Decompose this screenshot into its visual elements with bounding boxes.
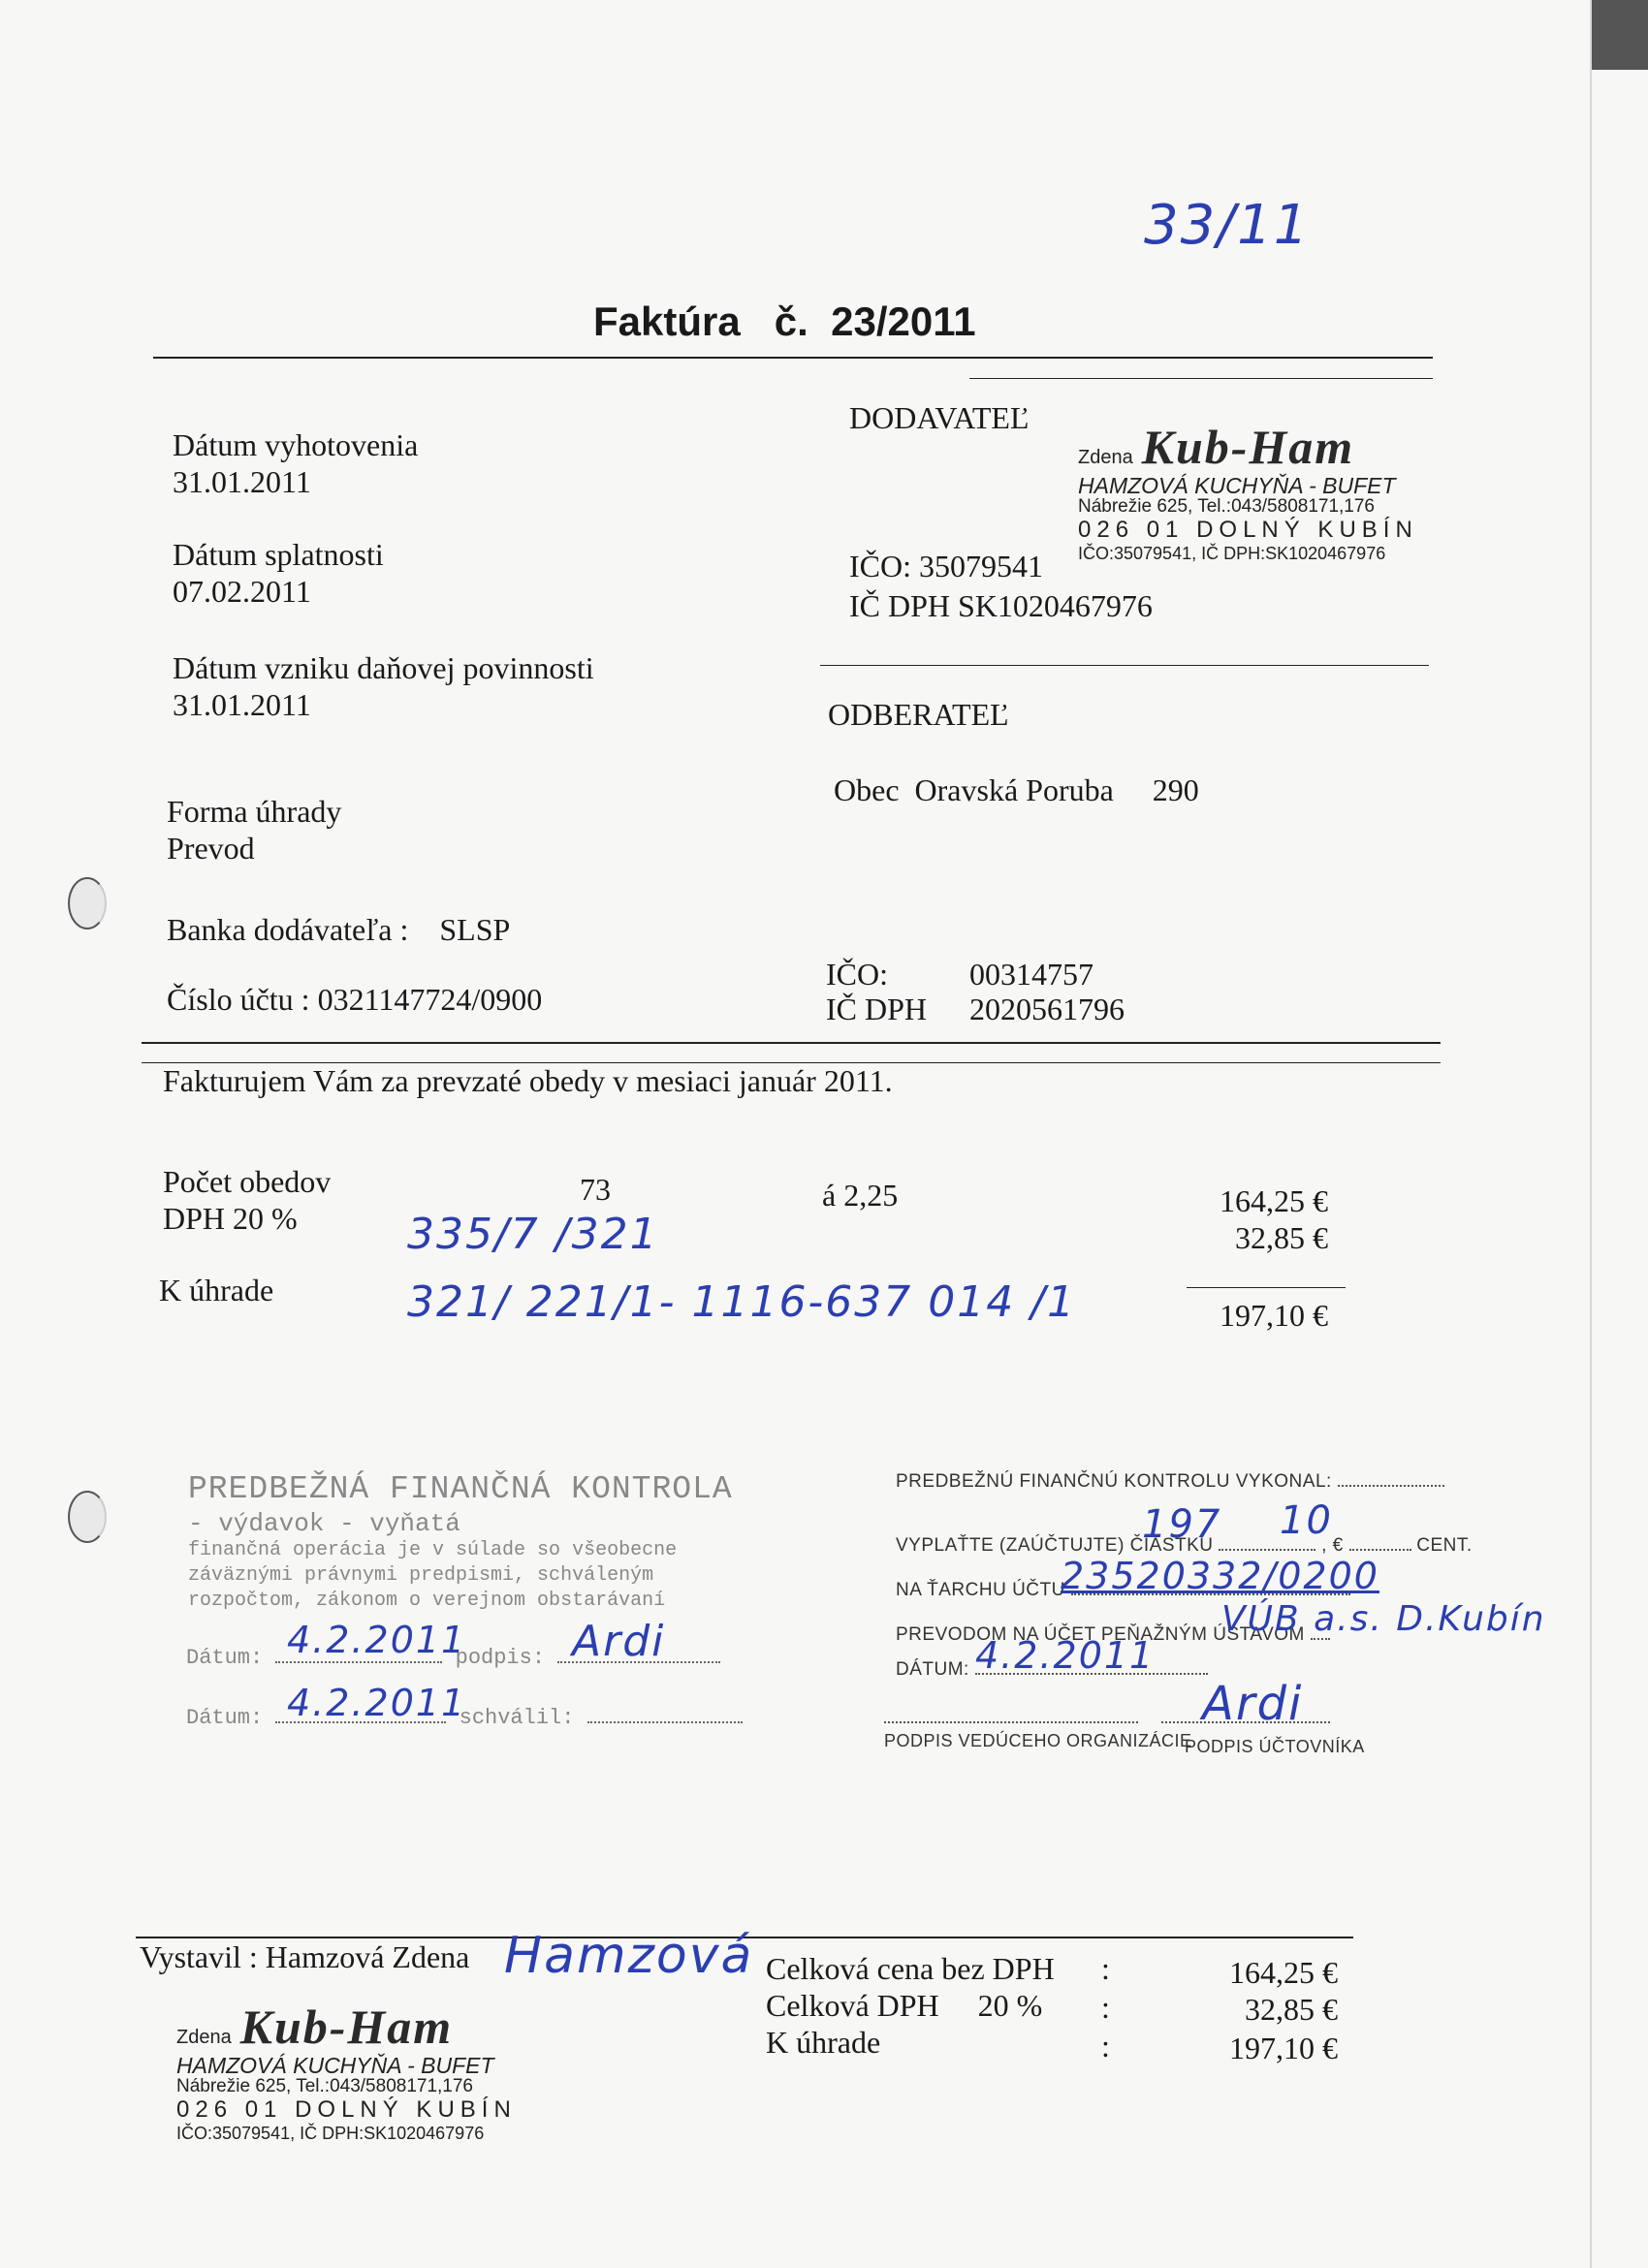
sum-vat: 32,85 € bbox=[1245, 1992, 1338, 2027]
supplier-stamp bbox=[1078, 419, 1446, 564]
control-left-text-2: záväznými právnymi predpismi, schváleným bbox=[188, 1564, 654, 1587]
due-date: 07.02.2011 bbox=[173, 574, 311, 609]
control-right-account-value: 23520332/0200 bbox=[1061, 1555, 1379, 1597]
control-right-account-label: NA ŤARCHU ÚČTU bbox=[896, 1580, 1065, 1600]
meals-label: Počet obedov bbox=[163, 1164, 332, 1199]
supplier-icdph-row bbox=[849, 587, 1153, 624]
issued-by-row bbox=[140, 1938, 469, 1975]
control-right-amount-euro: 197 bbox=[1142, 1502, 1222, 1547]
title-prefix: č. bbox=[774, 299, 808, 344]
punch-hole-bottom bbox=[68, 1491, 107, 1543]
footer-stamp-business-name: Kub-Ham bbox=[239, 2000, 454, 2054]
page-title bbox=[593, 299, 976, 345]
due-date-label: Dátum splatnosti bbox=[173, 537, 384, 572]
control-left-sign-label: podpis: bbox=[455, 1646, 546, 1670]
accountant-sign-line bbox=[1161, 1721, 1330, 1723]
page-edge-line bbox=[1590, 0, 1592, 2268]
supplier-heading: DODAVATEĽ bbox=[849, 400, 1030, 435]
sum-colon-2: : bbox=[1101, 1990, 1110, 2025]
handwritten-code-2: 321/ 221/1- 1116-637 014 /1 bbox=[407, 1277, 1077, 1327]
customer-ico-label: IČO: bbox=[826, 957, 888, 992]
bank-name: SLSP bbox=[439, 912, 511, 947]
footer-stamp-first-name: Zdena bbox=[176, 2027, 232, 2048]
control-left-date2-value: 4.2.2011 bbox=[287, 1682, 467, 1724]
handwritten-reference: 33/11 bbox=[1144, 194, 1311, 257]
control-left-signature: Ardi bbox=[572, 1617, 666, 1666]
account-label: Číslo účtu : bbox=[167, 982, 310, 1017]
supplier-ico-label: IČO: bbox=[849, 549, 911, 583]
footer-stamp bbox=[176, 1999, 564, 2144]
customer-icdph-row bbox=[826, 991, 1125, 1027]
sum-due: 197,10 € bbox=[1229, 2031, 1338, 2065]
control-stamp-left bbox=[188, 1471, 750, 1614]
issued-by-label: Vystavil : bbox=[140, 1939, 258, 1974]
customer-name: Obec Oravská Poruba bbox=[834, 772, 1114, 807]
payment-form-label: Forma úhrady bbox=[167, 794, 342, 829]
director-sign-label: PODPIS VEDÚCEHO ORGANIZÁCIE bbox=[884, 1731, 1192, 1750]
meals-total: 164,25 € bbox=[1220, 1183, 1328, 1218]
sum-colon-3: : bbox=[1101, 2029, 1110, 2063]
punch-hole-top bbox=[68, 877, 107, 929]
invoice-intro: Fakturujem Vám za prevzaté obedy v mesiaci január 2011. bbox=[163, 1063, 893, 1098]
customer-ico-row bbox=[826, 956, 1093, 992]
due-label: K úhrade bbox=[159, 1273, 274, 1307]
bank-row bbox=[167, 911, 510, 948]
payment-form-block bbox=[167, 793, 341, 866]
control-left-text-3: rozpočtom, zákonom o verejnom obstarávaní bbox=[188, 1590, 666, 1612]
control-right-bank-value: VÚB a.s. D.Kubín bbox=[1221, 1599, 1546, 1639]
sum-vat-percent: 20 % bbox=[977, 1988, 1043, 2023]
bank-label: Banka dodávateľa : bbox=[167, 912, 409, 947]
meals-count: 73 bbox=[580, 1172, 611, 1207]
sum-without-vat: 164,25 € bbox=[1229, 1955, 1338, 1990]
control-right-date-value: 4.2.2011 bbox=[975, 1634, 1156, 1677]
issue-date-label: Dátum vyhotovenia bbox=[173, 427, 419, 462]
footer-stamp-line-1: HAMZOVÁ KUCHYŇA - BUFET bbox=[176, 2053, 494, 2078]
control-right-line-1 bbox=[896, 1471, 1444, 1493]
control-right-signature: Ardi bbox=[1202, 1677, 1304, 1731]
issued-by-name: Hamzová Zdena bbox=[265, 1939, 470, 1974]
title-number: 23/2011 bbox=[831, 299, 976, 344]
issue-date-block bbox=[173, 426, 418, 500]
customer-heading: ODBERATEĽ bbox=[828, 697, 1009, 732]
control-left-approved-label: schválil: bbox=[459, 1706, 575, 1730]
control-left-date-value: 4.2.2011 bbox=[287, 1619, 467, 1661]
sum-vat-label: Celková DPH bbox=[766, 1988, 939, 2023]
tax-date-block bbox=[173, 649, 594, 723]
control-left-date2-label: Dátum: bbox=[186, 1706, 264, 1730]
stamp-line-3: 026 01 DOLNÝ KUBÍN bbox=[1078, 517, 1418, 543]
customer-icdph-label: IČ DPH bbox=[826, 992, 928, 1026]
title-word: Faktúra bbox=[593, 299, 741, 344]
customer-icdph: 2020561796 bbox=[969, 992, 1125, 1026]
customer-name-row bbox=[834, 772, 1199, 808]
vat-label: DPH 20 % bbox=[163, 1201, 298, 1236]
handwritten-code-1: 335/7 /321 bbox=[407, 1210, 659, 1259]
stamp-line-4: IČO:35079541, IČ DPH:SK1020467976 bbox=[1078, 544, 1386, 563]
stamp-first-name: Zdena bbox=[1078, 447, 1133, 468]
sum-colon-1: : bbox=[1101, 1951, 1110, 1986]
control-right-pay-label: VYPLAŤTE (ZAÚČTUJTE) ČIASTKU bbox=[896, 1535, 1214, 1556]
unit-price: á 2,25 bbox=[822, 1178, 899, 1213]
control-right-cent-label: CENT. bbox=[1416, 1535, 1473, 1556]
due-date-block bbox=[173, 536, 384, 610]
stamp-line-1: HAMZOVÁ KUCHYŇA - BUFET bbox=[1078, 473, 1396, 498]
account-row bbox=[167, 981, 542, 1018]
total-rule bbox=[1187, 1287, 1346, 1288]
supplier-ico: 35079541 bbox=[919, 549, 1043, 583]
footer-stamp-line-2: Nábrežie 625, Tel.:043/5808171,176 bbox=[176, 2076, 474, 2096]
due-total: 197,10 € bbox=[1220, 1298, 1328, 1333]
footer-stamp-line-4: IČO:35079541, IČ DPH:SK1020467976 bbox=[176, 2124, 485, 2143]
issue-date: 31.01.2011 bbox=[173, 464, 311, 499]
tax-date-label: Dátum vzniku daňovej povinnosti bbox=[173, 650, 594, 685]
stamp-business-name: Kub-Ham bbox=[1141, 420, 1355, 474]
supplier-ico-row bbox=[849, 548, 1043, 584]
sum-without-vat-label: Celková cena bez DPH bbox=[766, 1951, 1055, 1986]
tax-date: 31.01.2011 bbox=[173, 687, 311, 722]
control-left-title: PREDBEŽNÁ FINANČNÁ KONTROLA bbox=[188, 1471, 733, 1507]
sum-due-label: K úhrade bbox=[766, 2025, 881, 2060]
scan-edge-bar bbox=[1592, 0, 1648, 70]
header-bottom-rule bbox=[142, 1042, 1441, 1044]
control-right-title: PREDBEŽNÚ FINANČNÚ KONTROLU VYKONAL: bbox=[896, 1471, 1332, 1492]
control-right-date-label: DÁTUM: bbox=[896, 1659, 969, 1680]
control-left-subtitle: - výdavok - vyňatá bbox=[188, 1509, 460, 1538]
control-right-bank-label: PREVODOM NA ÚČET PEŇAŽNÝM ÚSTAVOM bbox=[896, 1624, 1305, 1645]
customer-ico: 00314757 bbox=[969, 957, 1093, 992]
control-right-amount-cent: 10 bbox=[1280, 1498, 1333, 1543]
supplier-rule bbox=[820, 665, 1429, 666]
control-left-date-label: Dátum: bbox=[186, 1646, 264, 1670]
payment-form: Prevod bbox=[167, 831, 255, 866]
director-sign-line bbox=[884, 1721, 1138, 1723]
control-right-euro-sep: , € bbox=[1321, 1535, 1344, 1556]
vat-total: 32,85 € bbox=[1235, 1220, 1328, 1255]
title-rule bbox=[153, 357, 1433, 359]
control-left-text-1: finančná operácia je v súlade so všeobecne bbox=[188, 1539, 678, 1561]
account-number: 0321147724/0900 bbox=[317, 982, 543, 1017]
sum-vat-label-row bbox=[766, 1987, 1042, 2024]
supplier-icdph: SK1020467976 bbox=[958, 588, 1153, 623]
supplier-icdph-label: IČ DPH bbox=[849, 588, 951, 623]
accountant-sign-label: PODPIS ÚČTOVNÍKA bbox=[1185, 1737, 1365, 1756]
title-rule-right bbox=[969, 378, 1433, 379]
stamp-line-2: Nábrežie 625, Tel.:043/5808171,176 bbox=[1078, 496, 1376, 517]
footer-stamp-line-3: 026 01 DOLNÝ KUBÍN bbox=[176, 2096, 517, 2123]
issuer-signature: Hamzová bbox=[504, 1927, 754, 1985]
customer-number: 290 bbox=[1152, 772, 1199, 807]
